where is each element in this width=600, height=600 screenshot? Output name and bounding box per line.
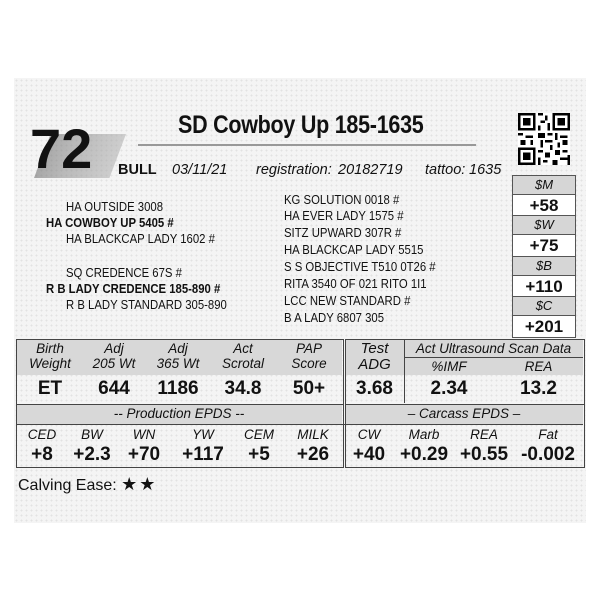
epd-header: WN [132, 427, 156, 442]
milk-value: +26 [296, 444, 330, 465]
index-c [512, 296, 576, 338]
birth-weight-value: ET [37, 378, 63, 399]
epd-header: YW [192, 427, 214, 442]
imf-value: 2.34 [430, 378, 468, 399]
cw-value: +40 [352, 444, 386, 465]
pedigree-right-line: HA BLACKCAP LADY 5515 [284, 243, 424, 257]
index-w [512, 215, 576, 257]
perf-header: Birth Weight [29, 341, 71, 371]
pedigree-dam: R B LADY CREDENCE 185-890 # [46, 282, 221, 296]
pedigree-right-line: SITZ UPWARD 307R # [284, 226, 402, 240]
ced-value: +8 [31, 444, 53, 465]
animal-sex: BULL [118, 162, 157, 178]
index-value: +201 [512, 316, 576, 338]
registration-label: registration: [256, 162, 332, 178]
qr-code-icon [518, 113, 570, 165]
index-value: +110 [512, 276, 576, 298]
adj-365-value: 1186 [157, 378, 199, 399]
pedigree-right-line: S S OBJECTIVE T510 0T26 # [284, 260, 436, 274]
perf-header: PAP Score [291, 341, 327, 371]
pedigree-dam-sire: SQ CREDENCE 67S # [66, 266, 182, 280]
index-value: +75 [512, 235, 576, 257]
registration-number: 20182719 [338, 162, 403, 178]
imf-header: %IMF [431, 359, 467, 374]
index-value: +58 [512, 195, 576, 217]
pedigree-right-line: HA EVER LADY 1575 # [284, 209, 404, 223]
epd-header: MILK [297, 427, 329, 442]
epd-header: Marb [408, 427, 440, 442]
production-epds-title: -- Production EPDS -- [113, 406, 245, 421]
epd-header: Fat [538, 427, 558, 442]
calving-ease [18, 474, 157, 495]
bw-value: +2.3 [73, 444, 111, 465]
pedigree-sire-sire: HA OUTSIDE 3008 [66, 200, 164, 214]
epd-header: REA [470, 427, 498, 442]
fat-value: -0.002 [521, 444, 575, 465]
lot-number: 72 [30, 117, 93, 180]
yw-value: +117 [182, 444, 224, 465]
rea-value: 13.2 [520, 378, 557, 399]
rea-epd-value: +0.55 [459, 444, 509, 465]
cem-value: +5 [248, 444, 270, 465]
wn-value: +70 [127, 444, 161, 465]
index-m [512, 175, 576, 217]
calving-ease-label: Calving Ease: [18, 477, 117, 494]
tattoo-label: tattoo: [425, 162, 466, 178]
birth-date: 03/11/21 [172, 162, 228, 178]
divider [404, 357, 583, 358]
scrotal-value: 34.8 [224, 378, 262, 399]
epd-header: BW [81, 427, 103, 442]
divider [16, 424, 583, 425]
pedigree-right-line: B A LADY 6807 305 [284, 311, 384, 325]
index-b [512, 256, 576, 298]
pedigree-right-line: LCC NEW STANDARD # [284, 294, 411, 308]
tattoo-number: 1635 [469, 162, 502, 178]
epd-header: CEM [244, 427, 274, 442]
title-underline [138, 144, 476, 146]
pap-value: 50+ [292, 378, 326, 399]
animal-name: SD Cowboy Up 185-1635 [178, 111, 424, 139]
pedigree-dam-dam: R B LADY STANDARD 305-890 [66, 298, 227, 312]
index-label: $W [512, 215, 576, 235]
epd-header: CED [27, 427, 57, 442]
pedigree-right-line: KG SOLUTION 0018 # [284, 193, 400, 207]
perf-header: Adj 205 Wt [92, 341, 136, 371]
index-label: $B [512, 256, 576, 276]
ultrasound-title: Act Ultrasound Scan Data [415, 341, 572, 356]
epd-header: CW [357, 427, 381, 442]
marb-value: +0.29 [399, 444, 449, 465]
index-label: $C [512, 296, 576, 316]
test-adg-value: 3.68 [356, 378, 393, 399]
rea-header: REA [524, 359, 553, 374]
test-adg-header: Test ADG [358, 340, 391, 373]
pedigree-sire: HA COWBOY UP 5405 # [46, 216, 174, 230]
index-label: $M [512, 175, 576, 195]
adj-205-value: 644 [98, 378, 130, 399]
pedigree-right-line: RITA 3540 OF 021 RITO 1I1 [284, 277, 427, 291]
carcass-epds-title: – Carcass EPDS – [407, 406, 521, 421]
perf-header: Adj 365 Wt [156, 341, 200, 371]
pedigree-sire-dam: HA BLACKCAP LADY 1602 # [66, 232, 215, 246]
perf-header: Act Scrotal [221, 341, 265, 371]
calving-ease-stars: ★★ [121, 474, 158, 494]
